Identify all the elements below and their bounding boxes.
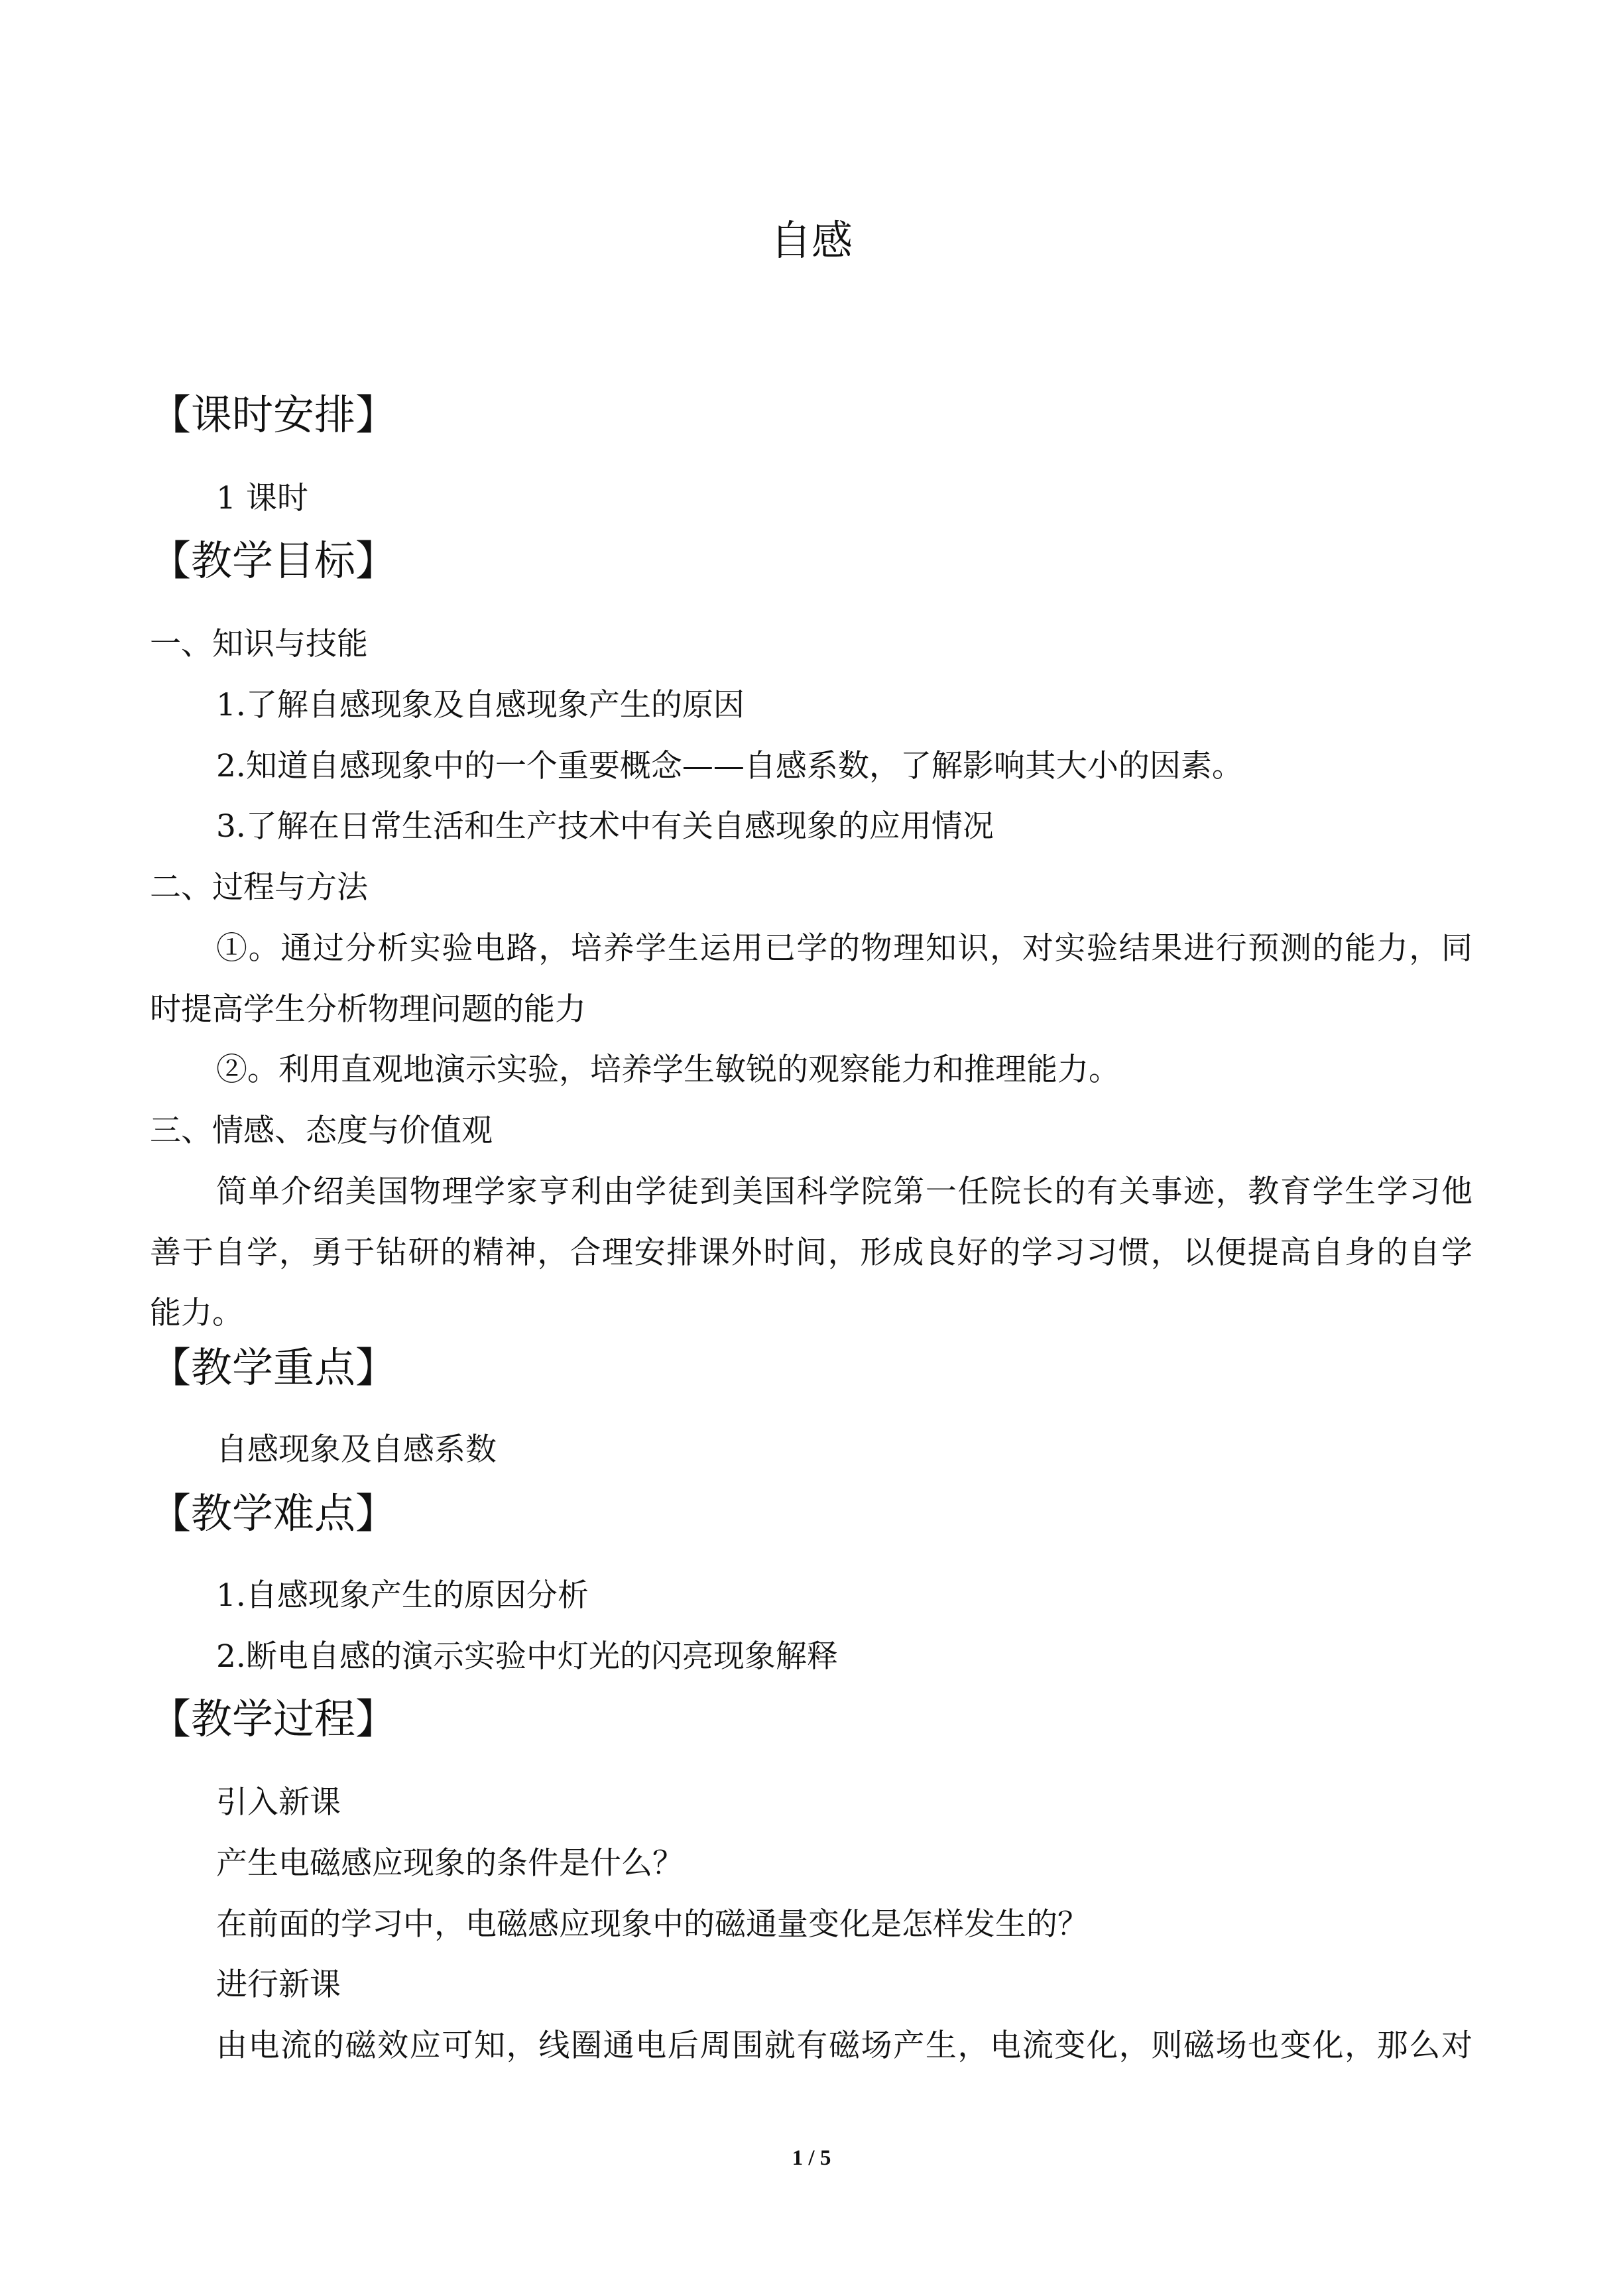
objective-item: 2.知道自感现象中的一个重要概念——自感系数，了解影响其大小的因素。	[216, 748, 1243, 784]
objective-item: 3.了解在日常生活和生产技术中有关自感现象的应用情况	[216, 808, 994, 845]
difficulty-item: 2.断电自感的演示实验中灯光的闪亮现象解释	[216, 1638, 838, 1675]
process-item-2: ②。利用直观地演示实验，培养学生敏锐的观察能力和推理能力。	[216, 1052, 1120, 1088]
document-title: 自感	[770, 216, 853, 265]
subsection-label-knowledge: 一、知识与技能	[150, 626, 368, 662]
objective-item: 1.了解自感现象及自感现象产生的原因	[216, 687, 745, 723]
subsection-label-attitude: 三、情感、态度与价值观	[150, 1113, 493, 1149]
difficulty-item: 1.自感现象产生的原因分析	[216, 1577, 589, 1614]
process-new-lesson-label: 进行新课	[216, 1966, 341, 2003]
attitude-paragraph-line-3: 能力。	[150, 1295, 243, 1331]
page-number: 1 / 5	[792, 2146, 831, 2170]
section-heading-difficulties: 【教学难点】	[150, 1489, 397, 1538]
section-heading-schedule: 【课时安排】	[150, 391, 397, 439]
subsection-label-process: 二、过程与方法	[150, 869, 368, 906]
schedule-body: 1 课时	[216, 480, 308, 516]
attitude-paragraph-line-1: 简单介绍美国物理学家亨利由学徒到美国科学院第一任院长的有关事迹，教育学生学习他	[216, 1174, 1473, 1210]
process-question: 在前面的学习中，电磁感应现象中的磁通量变化是怎样发生的？	[216, 1906, 1089, 1943]
process-item-1-line-1: ①。通过分析实验电路，培养学生运用已学的物理知识，对实验结果进行预测的能力，同	[216, 930, 1473, 967]
section-heading-objectives: 【教学目标】	[150, 536, 397, 585]
section-heading-teaching-process: 【教学过程】	[150, 1695, 397, 1743]
process-intro-label: 引入新课	[216, 1784, 341, 1821]
attitude-paragraph-line-2: 善于自学，勇于钻研的精神，合理安排课外时间，形成良好的学习习惯，以便提高自身的自学	[150, 1235, 1473, 1271]
key-points-body: 自感现象及自感系数	[216, 1431, 497, 1468]
process-paragraph-line: 由电流的磁效应可知，线圈通电后周围就有磁场产生，电流变化，则磁场也变化，那么对	[216, 2027, 1473, 2064]
process-question: 产生电磁感应现象的条件是什么？	[216, 1845, 684, 1882]
section-heading-key-points: 【教学重点】	[150, 1343, 397, 1392]
process-item-1-line-2: 时提高学生分析物理问题的能力	[150, 991, 586, 1028]
